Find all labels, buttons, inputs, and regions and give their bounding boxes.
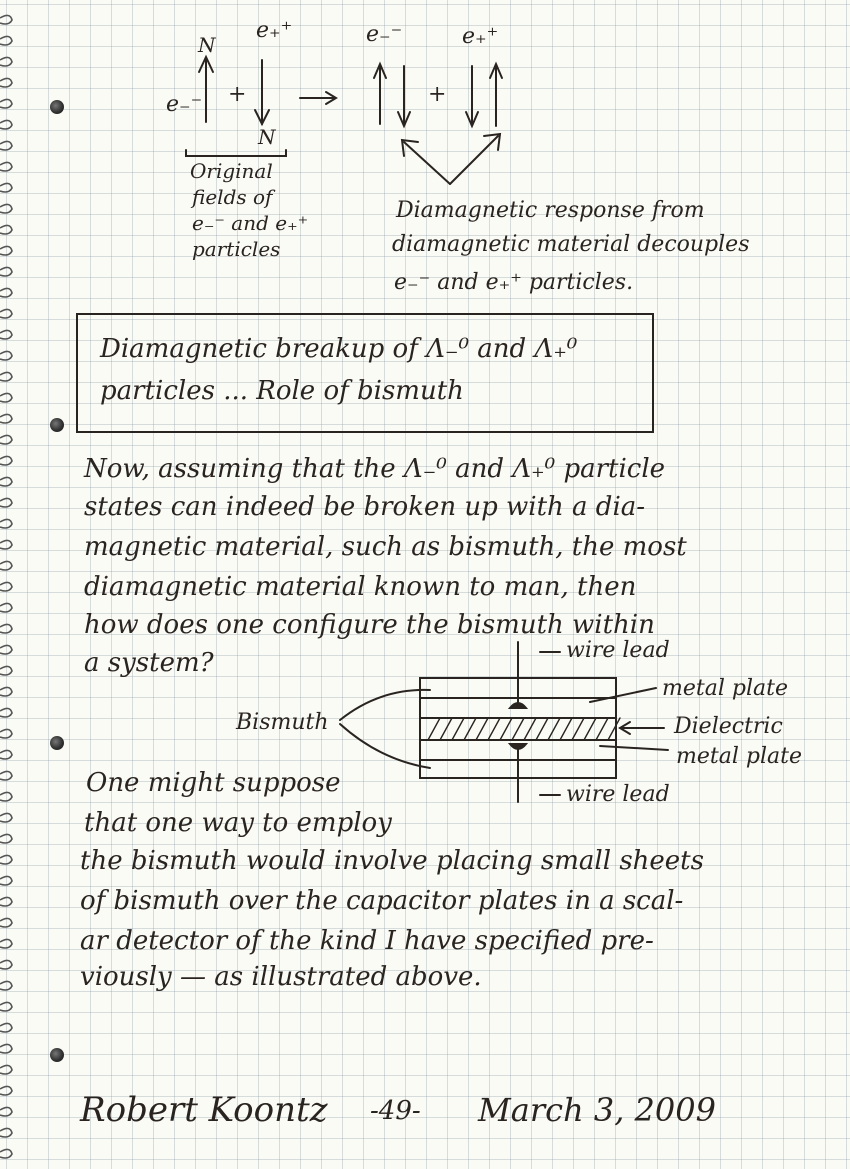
- spiral-coil: [0, 456, 12, 465]
- label-n-top: N: [198, 33, 216, 57]
- caption-right-line-2: diamagnetic material decouples: [392, 232, 750, 257]
- dielectric-hatch: [452, 718, 464, 740]
- heading-line-1: Diamagnetic breakup of Λ₋⁰ and Λ₊⁰: [100, 334, 578, 364]
- dielectric-hatch: [560, 718, 572, 740]
- spiral-coil: [0, 1002, 12, 1011]
- caption-right-line-1: Diamagnetic response from: [396, 198, 705, 223]
- spiral-coil: [0, 1044, 12, 1053]
- dielectric-hatch: [500, 718, 512, 740]
- spiral-coil: [0, 1023, 12, 1032]
- spiral-coil: [0, 1128, 12, 1137]
- paragraph1-line-3: magnetic material, such as bismuth, the most: [84, 532, 687, 562]
- dielectric-hatch: [572, 718, 584, 740]
- spiral-coil: [0, 1086, 12, 1095]
- spiral-coil: [0, 393, 12, 402]
- dielectric-hatch: [608, 718, 620, 740]
- spiral-coil: [0, 414, 12, 423]
- dielectric-hatch: [428, 718, 440, 740]
- punch-hole: [50, 1048, 64, 1062]
- paragraph2-line-1: One might suppose: [86, 768, 341, 798]
- spiral-coil: [0, 834, 12, 843]
- label-metal-plate-bottom: metal plate: [676, 744, 802, 769]
- caption-right-line-3: e₋⁻ and e₊⁺ particles.: [394, 270, 634, 295]
- paragraph2-line-5: ar detector of the kind I have specified pre-: [80, 926, 654, 956]
- spiral-coil: [0, 918, 12, 927]
- dielectric-hatch: [488, 718, 500, 740]
- spiral-coil: [0, 498, 12, 507]
- dielectric-hatch: [548, 718, 560, 740]
- spiral-coil: [0, 351, 12, 360]
- dielectric-hatch: [596, 718, 608, 740]
- dielectric-hatch: [512, 718, 524, 740]
- dielectric-hatch: [440, 718, 452, 740]
- spiral-coil: [0, 372, 12, 381]
- paragraph2-line-4: of bismuth over the capacitor plates in a scal-: [80, 886, 684, 916]
- dielectric-hatch: [584, 718, 596, 740]
- label-bismuth: Bismuth: [236, 710, 329, 735]
- spiral-coil: [0, 624, 12, 633]
- footer-author: Robert Koontz: [80, 1090, 328, 1130]
- paragraph1-line-1: Now, assuming that the Λ₋⁰ and Λ₊⁰ particle: [84, 454, 666, 484]
- footer-date: March 3, 2009: [478, 1091, 716, 1129]
- punch-hole: [50, 418, 64, 432]
- caption-bracket: [186, 150, 286, 156]
- spiral-coil: [0, 519, 12, 528]
- label-e-plus-right: e₊⁺: [462, 24, 499, 49]
- paragraph2-line-3: the bismuth would involve placing small sheets: [80, 846, 704, 876]
- spiral-coil: [0, 540, 12, 549]
- footer-page-number: -49-: [370, 1096, 421, 1126]
- spiral-coil: [0, 1107, 12, 1116]
- paragraph1-line-6: a system?: [84, 648, 214, 678]
- paragraph1-line-5: how does one configure the bismuth within: [84, 610, 655, 640]
- plus-right: +: [428, 82, 447, 107]
- spiral-coil: [0, 330, 12, 339]
- label-metal-plate-top: metal plate: [662, 676, 788, 701]
- spiral-coil: [0, 603, 12, 612]
- spiral-coil: [0, 960, 12, 969]
- paragraph1-line-2: states can indeed be broken up with a dia-: [84, 492, 646, 522]
- label-dielectric: Dielectric: [674, 714, 783, 739]
- spiral-coil: [0, 813, 12, 822]
- heading-line-2: particles ... Role of bismuth: [100, 376, 464, 406]
- spiral-coil: [0, 876, 12, 885]
- caption-left-line-4: particles: [192, 237, 281, 261]
- spiral-coil: [0, 1065, 12, 1074]
- spiral-coil: [0, 1149, 12, 1158]
- label-e-minus-right: e₋⁻: [366, 22, 403, 47]
- spiral-coil: [0, 582, 12, 591]
- plus-left: +: [228, 82, 247, 107]
- dielectric-hatch: [536, 718, 548, 740]
- caption-left-line-3: e₋⁻ and e₊⁺: [192, 211, 309, 235]
- heading-box: [76, 313, 654, 433]
- spiral-coil: [0, 981, 12, 990]
- dielectric-hatch: [464, 718, 476, 740]
- label-e-minus-left: e₋⁻: [166, 92, 203, 117]
- label-wire-lead-top: wire lead: [566, 638, 670, 663]
- label-e-plus-left: e₊⁺: [256, 18, 293, 43]
- spiral-coil: [0, 855, 12, 864]
- paragraph2-line-6: viously — as illustrated above.: [80, 962, 482, 992]
- caption-left-line-1: Original: [190, 159, 273, 183]
- caption-left-line-2: fields of: [192, 185, 273, 209]
- spiral-coil: [0, 561, 12, 570]
- label-wire-lead-bottom: wire lead: [566, 782, 670, 807]
- spiral-coil: [0, 477, 12, 486]
- dielectric-hatch: [524, 718, 536, 740]
- paragraph2-line-2: that one way to employ: [84, 808, 392, 838]
- label-n-bottom: N: [258, 125, 276, 149]
- diverge-left: [404, 142, 450, 184]
- spiral-coil: [0, 897, 12, 906]
- spiral-coil: [0, 939, 12, 948]
- paragraph1-line-4: diamagnetic material known to man, then: [84, 572, 637, 602]
- diverge-right: [450, 136, 498, 184]
- dielectric-hatch: [476, 718, 488, 740]
- spiral-coil: [0, 435, 12, 444]
